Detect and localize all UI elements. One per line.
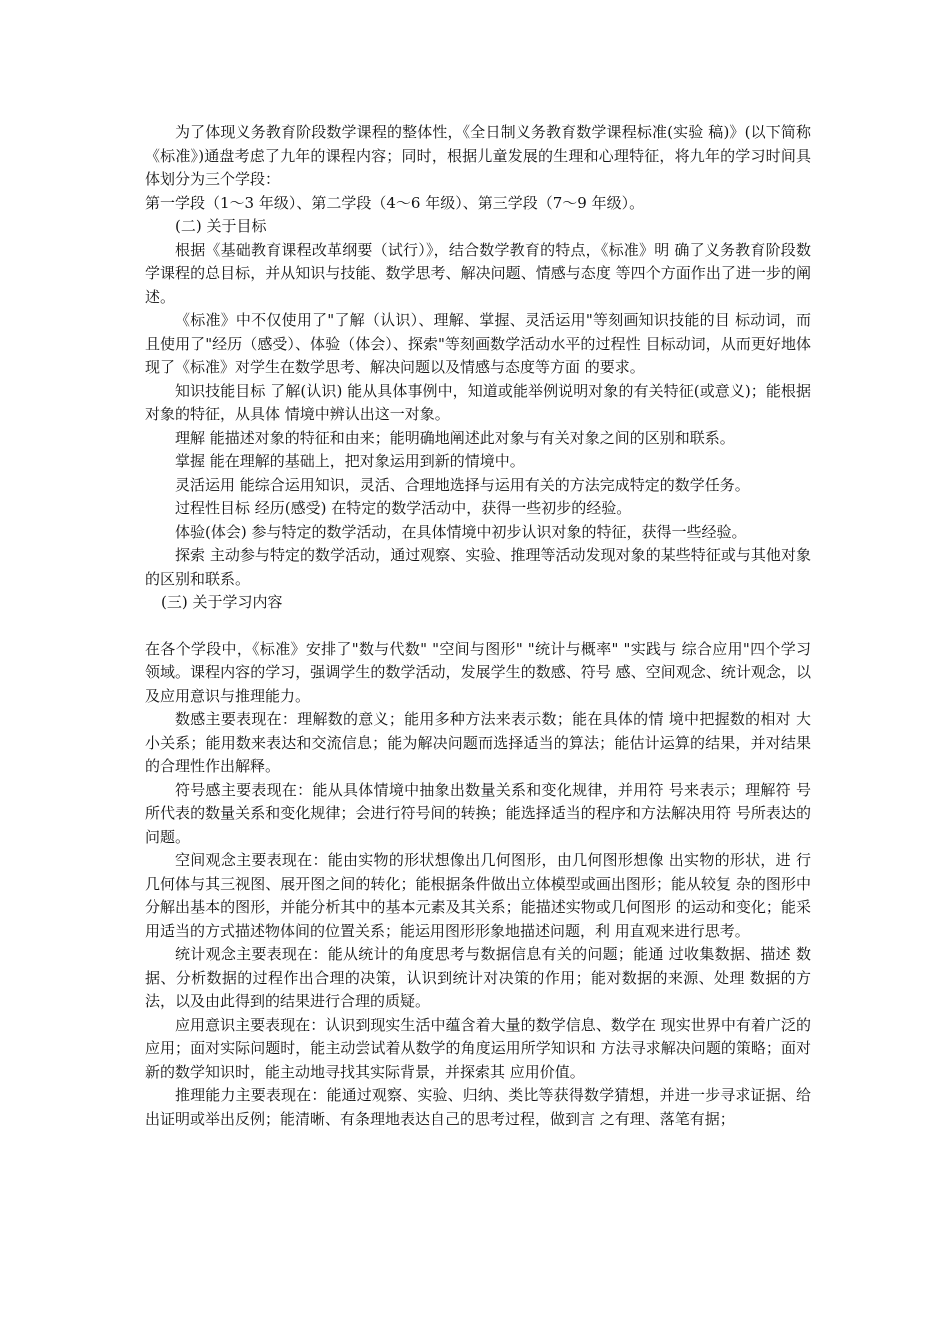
paragraph-goal-explore: 探索 主动参与特定的数学活动，通过观察、实验、推理等活动发现对象的某些特征或与其他对象的区别和联系。 [145,546,811,588]
paragraph-content-areas: 在各个学段中，《标准》安排了"数与代数" "空间与图形" "统计与概率" "实践与 综合应用"四个学习领域。课程内容的学习，强调学生的数学活动，发展学生的数感、符号 感、空间观念、统计观念，以及应用意识与推理能力。 [145,639,811,705]
document-body [145,121,811,1131]
paragraph-statistics-concept: 统计观念主要表现在：能从统计的角度思考与数据信息有关的问题；能通 过收集数据、描述 数据、分析数据的过程作出合理的决策，认识到统计对决策的作用；能对数据的来源、处理 数据的方法，以及由此得到的结果进行合理的质疑。 [145,945,811,1010]
paragraph-number-sense: 数感主要表现在：理解数的意义；能用多种方法来表示数；能在具体的情 境中把握数的相对 大小关系；能用数来表达和交流信息；能为解决问题而选择适当的算法；能估计运算的结果，并对结果的合理性作出解释。 [145,710,811,775]
paragraph-stages-list: 第一学段（1～3 年级）、第二学段（4～6 年级）、第三学段（7～9 年级）。 [145,193,645,212]
blank-line [145,615,811,638]
paragraph-intro-stages: 为了体现义务教育阶段数学课程的整体性，《全日制义务教育数学课程标准(实验 稿)》(以下简称《标准》)通盘考虑了九年的课程内容；同时，根据儿童发展的生理和心理特征，将九年的学习时间具体划分为三个学段： [145,123,811,188]
paragraph-goal-master: 掌握 能在理解的基础上，把对象运用到新的情境中。 [175,452,525,470]
paragraph-goal-experience: 体验(体会) 参与特定的数学活动，在具体情境中初步认识对象的特征，获得一些经验。 [175,522,747,541]
section-heading-content: (三) 关于学习内容 [161,593,283,611]
paragraph-goal-knowledge: 知识技能目标 了解(认识) 能从具体事例中，知道或能举例说明对象的有关特征(或意义)；能根据对象的特征，从具体 情境中辨认出这一对象。 [145,381,811,423]
paragraph-symbol-sense: 符号感主要表现在：能从具体情境中抽象出数量关系和变化规律，并用符 号来表示；理解符 号所代表的数量关系和变化规律；会进行符号间的转换；能选择适当的程序和方法解决用符 号所表达的问题。 [145,780,811,846]
section-heading-goals: (二) 关于目标 [175,217,267,235]
paragraph-goal-process: 过程性目标 经历(感受) 在特定的数学活动中，获得一些初步的经验。 [175,499,632,517]
paragraph-goal-flexible: 灵活运用 能综合运用知识，灵活、合理地选择与运用有关的方法完成特定的数学任务。 [175,475,750,494]
paragraph-goals-overview: 根据《基础教育课程改革纲要（试行）》，结合数学教育的特点，《标准》明 确了义务教育阶段数学课程的总目标，并从知识与技能、数学思考、解决问题、情感与态度 等四个方面作出了进一步的阐述。 [145,240,811,306]
paragraph-application-awareness: 应用意识主要表现在：认识到现实生活中蕴含着大量的数学信息、数学在 现实世界中有着广泛的应用；面对实际问题时，能主动尝试着从数学的角度运用所学知识和 方法寻求解决问题的策略；面对新的数学知识时，能主动地寻找其实际背景，并探索其 应用价值。 [145,1015,811,1081]
paragraph-goal-understand: 理解 能描述对象的特征和由来；能明确地阐述此对象与有关对象之间的区别和联系。 [175,428,735,447]
paragraph-reasoning-ability: 推理能力主要表现在：能通过观察、实验、归纳、类比等获得数学猜想，并进一步寻求证据、给出证明或举出反例；能清晰、有条理地表达自己的思考过程，做到言 之有理、落笔有据； [145,1086,811,1128]
paragraph-spatial-concept: 空间观念主要表现在：能由实物的形状想像出几何图形，由几何图形想像 出实物的形状，进 行几何体与其三视图、展开图之间的转化；能根据条件做出立体模型或画出图形；能从较复 杂的图形中分解出基本的图形，并能分析其中的基本元素及其关系；能描述实物或几何图形 的运动和变化；能采用适当的方式描述物体间的位置关系；能运用图形形象地描述问题，利 用直观来进行思考。 [145,851,811,940]
paragraph-goals-verbs: 《标准》中不仅使用了"了解（认识）、理解、掌握、灵活运用"等刻画知识技能的目 标动词，而且使用了"经历（感受）、体验（体会）、探索"等刻画数学活动水平的过程性 目标动词，从而更好地体现了《标准》对学生在数学思考、解决问题以及情感与态度等方面 的要求。 [145,311,811,376]
